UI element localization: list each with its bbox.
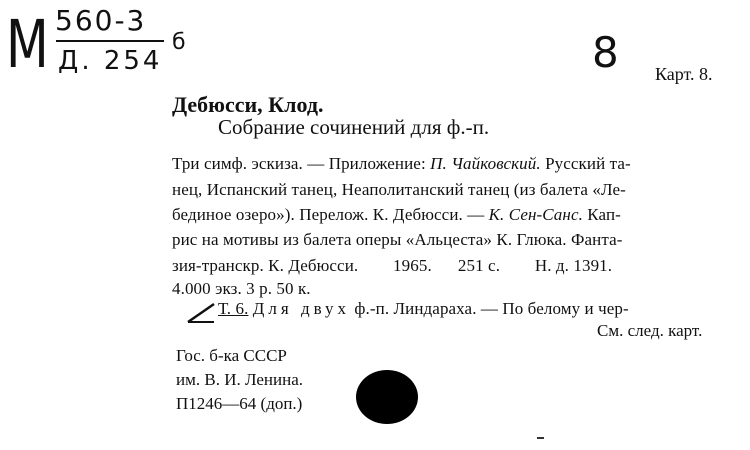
description-text: Кап- <box>582 205 621 224</box>
description-line <box>172 256 612 276</box>
description-line <box>172 205 621 225</box>
description-text: рис на мотивы из балета оперы «Альцеста» К. Глюка. Фанта- <box>172 230 623 249</box>
italic-name: П. Чайковский. <box>430 154 541 173</box>
card-number: Карт. 8. <box>655 64 713 84</box>
continuation-note: См. след. карт. <box>597 321 703 340</box>
italic-name: К. Сен-Санс. <box>488 205 583 224</box>
library-line-3: П1246—64 (доп.) <box>176 394 303 413</box>
volume-instrumentation: Для двух <box>252 299 351 318</box>
library-line-1: Гос. б-ка СССР <box>176 346 287 365</box>
volume-number: Т. 6. <box>218 299 249 318</box>
punch-hole <box>356 370 418 424</box>
volume-line <box>218 299 629 319</box>
description-text: нец, Испанский танец, Неаполитанский танец (из балета «Ле- <box>172 180 626 199</box>
description-line <box>172 279 311 299</box>
handwritten-card-mark: 8 <box>592 28 619 77</box>
shelf-number-top: 560-3 <box>55 4 147 37</box>
author-heading: Дебюсси, Клод. <box>172 92 324 117</box>
description-text: зия-транскр. К. Дебюсси. 1965. 251 с. Н. д. 1391. <box>172 256 613 275</box>
volume-checkmark <box>186 302 216 324</box>
shelf-sub-mark: б <box>172 30 186 55</box>
description-line <box>172 230 623 250</box>
description-line <box>172 180 626 200</box>
shelf-divider-line <box>56 40 164 42</box>
description-text: 4.000 экз. 3 р. 50 к. <box>172 279 311 298</box>
description-text: Три симф. эскиза. — Приложение: <box>172 154 431 173</box>
volume-contents: ф.-п. Линдараха. — По белому и чер- <box>350 299 629 318</box>
description-text: Русский та- <box>540 154 631 173</box>
description-line <box>172 154 631 174</box>
handwritten-mark: M <box>6 6 49 83</box>
library-line-2: им. В. И. Ленина. <box>176 370 304 389</box>
speck <box>537 437 544 439</box>
work-title: Собрание сочинений для ф.-п. <box>218 115 490 139</box>
shelf-number-bottom: Д. 254 <box>58 46 163 76</box>
description-text: бединое озеро»). Перелож. К. Дебюсси. — <box>172 205 489 224</box>
